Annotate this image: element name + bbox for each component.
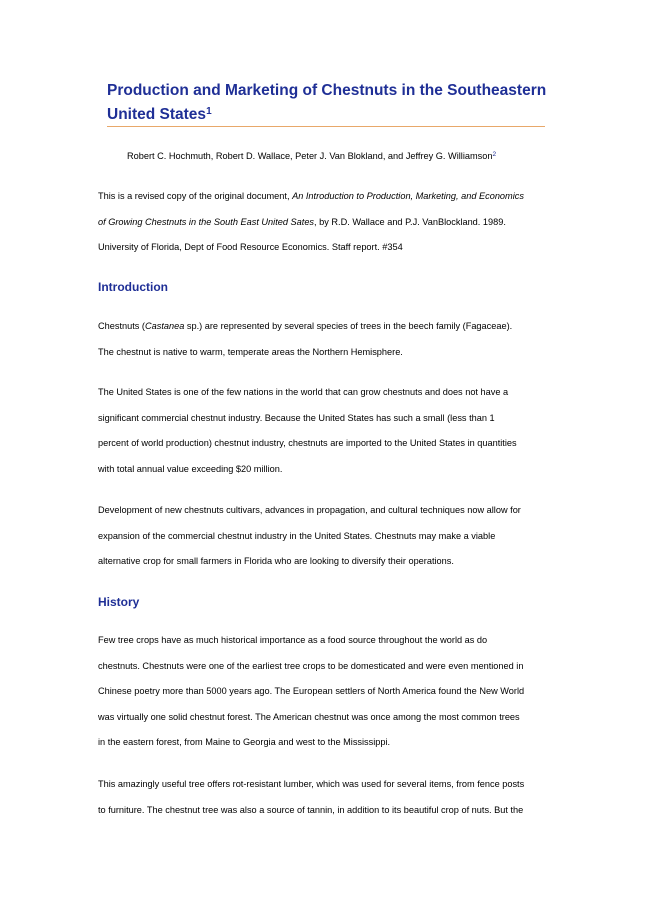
revision-note-text: , by R.D. Wallace and P.J. VanBlockland. 1989. (314, 216, 506, 227)
history-paragraph-2 (98, 772, 558, 823)
paragraph-text: Chestnuts ( (98, 321, 145, 331)
revision-note-text: This is a revised copy of the original document, (98, 191, 293, 201)
original-document-title: of Growing Chestnuts in the South East United Sates (98, 216, 315, 227)
paragraph-line: significant commercial chestnut industry. Because the United States has such a small (less than 1 (98, 412, 495, 423)
paragraph-line: Few tree crops have as much historical importance as a food source throughout the world as do (98, 635, 488, 645)
history-paragraph-1 (98, 628, 558, 756)
title-footnote-marker[interactable]: 1 (206, 106, 212, 117)
paragraph-line: with total annual value exceeding $20 million. (98, 463, 283, 474)
paragraph-line: Development of new chestnuts cultivars, advances in propagation, and cultural techniques now allow for (98, 505, 521, 515)
heading-introduction: Introduction (98, 280, 168, 294)
paragraph-line: The United States is one of the few nations in the world that can grow chestnuts and does not have a (98, 387, 509, 397)
paragraph-line: expansion of the commercial chestnut industry in the United States. Chestnuts may make a viable (98, 530, 496, 541)
paragraph-line: The chestnut is native to warm, temperate areas the Northern Hemisphere. (98, 346, 403, 357)
introduction-paragraph-1 (98, 314, 558, 365)
document-title-line-2: United States (107, 106, 207, 123)
paragraph-text: sp.) are represented by several species of trees in the beech family (Fagaceae). (184, 321, 513, 331)
paragraph-line: was virtually one solid chestnut forest. The American chestnut was once among the most common trees (98, 711, 520, 722)
revision-note-line: University of Florida, Dept of Food Resource Economics. Staff report. #354 (98, 242, 403, 253)
paragraph-line: alternative crop for small farmers in Florida who are looking to diversify their operations. (98, 556, 454, 567)
document-title (107, 79, 547, 127)
introduction-paragraph-3 (98, 498, 558, 575)
revision-note-line (98, 210, 558, 236)
genus-name: Castanea (144, 321, 185, 331)
authors-text: Robert C. Hochmuth, Robert D. Wallace, Peter J. Van Blokland, and Jeffrey G. Williamson (127, 151, 493, 161)
revision-note (98, 184, 558, 261)
heading-history: History (98, 595, 140, 609)
revision-note-line (98, 184, 558, 210)
paragraph-line: percent of world production) chestnut industry, chestnuts are imported to the United States in quantities (98, 438, 517, 449)
paragraph-line (98, 314, 558, 340)
paragraph-line: to furniture. The chestnut tree was also a source of tannin, in addition to its beautiful crop of nuts. But the (98, 804, 524, 815)
paragraph-line: This amazingly useful tree offers rot-resistant lumber, which was used for several items, from fence posts (98, 779, 525, 789)
paragraph-line: Chinese poetry more than 5000 years ago. The European settlers of North America found the New World (98, 686, 525, 697)
introduction-paragraph-2 (98, 380, 558, 482)
paragraph-line: chestnuts. Chestnuts were one of the earliest tree crops to be domesticated and were even mentioned in (98, 660, 524, 671)
document-title-line-1: Production and Marketing of Chestnuts in the Southeastern (107, 82, 547, 99)
original-document-title: An Introduction to Production, Marketing, and Economics (292, 191, 524, 201)
authors-footnote-marker[interactable]: 2 (492, 151, 497, 158)
paragraph-line: in the eastern forest, from Maine to Georgia and west to the Mississippi. (98, 737, 391, 748)
title-divider (107, 126, 545, 127)
authors-line (127, 150, 496, 162)
